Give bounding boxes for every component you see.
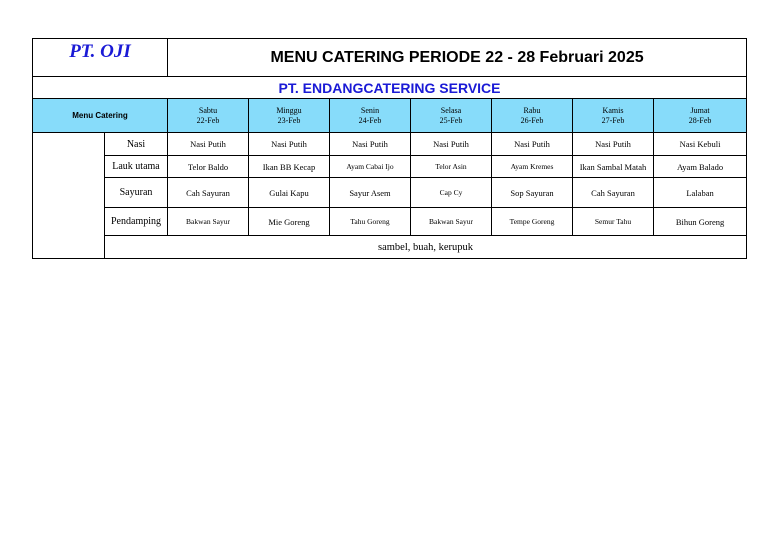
- day-date: 23-Feb: [277, 115, 301, 125]
- header-row: [33, 99, 747, 133]
- corner-label: Menu Catering: [33, 99, 168, 133]
- menu-cell: Tempe Goreng: [492, 208, 573, 236]
- menu-cell: Nasi Kebuli: [654, 133, 747, 156]
- menu-cell: Bakwan Sayur: [411, 208, 492, 236]
- day-name: Senin: [360, 105, 380, 115]
- menu-cell: Nasi Putih: [330, 133, 411, 156]
- menu-table: [32, 38, 747, 259]
- day-date: 24-Feb: [358, 115, 382, 125]
- day-date: 26-Feb: [520, 115, 544, 125]
- table-row: [33, 236, 747, 259]
- category-cell: Pendamping: [105, 208, 168, 236]
- menu-cell: Nasi Putih: [249, 133, 330, 156]
- day-name: Kamis: [602, 105, 624, 115]
- menu-cell: Nasi Putih: [573, 133, 654, 156]
- table-row: [33, 178, 747, 208]
- day-header: [411, 99, 492, 133]
- menu-cell: Cah Sayuran: [573, 178, 654, 208]
- day-date: 25-Feb: [439, 115, 463, 125]
- day-header: [573, 99, 654, 133]
- day-date: 27-Feb: [601, 115, 625, 125]
- menu-cell: Semur Tahu: [573, 208, 654, 236]
- menu-cell: Ikan Sambal Matah: [573, 156, 654, 178]
- blank-cell: [33, 133, 105, 259]
- menu-cell: Tahu Goreng: [330, 208, 411, 236]
- menu-cell: Ayam Kremes: [492, 156, 573, 178]
- menu-cell: Sayur Asem: [330, 178, 411, 208]
- day-header: [330, 99, 411, 133]
- menu-cell: Ikan BB Kecap: [249, 156, 330, 178]
- day-header: [249, 99, 330, 133]
- menu-sheet: [32, 38, 746, 259]
- day-name: Jumat: [690, 105, 710, 115]
- day-name: Rabu: [523, 105, 541, 115]
- menu-cell: Bihun Goreng: [654, 208, 747, 236]
- menu-cell: Mie Goreng: [249, 208, 330, 236]
- vendor-name: PT. ENDANGCATERING SERVICE: [33, 77, 747, 99]
- menu-cell: Cap Cy: [411, 178, 492, 208]
- menu-cell: Ayam Balado: [654, 156, 747, 178]
- category-cell: Nasi: [105, 133, 168, 156]
- day-name: Selasa: [440, 105, 462, 115]
- menu-cell: Nasi Putih: [492, 133, 573, 156]
- menu-cell: Cah Sayuran: [168, 178, 249, 208]
- day-header: [168, 99, 249, 133]
- menu-cell: Ayam Cabai Ijo: [330, 156, 411, 178]
- day-date: 28-Feb: [688, 115, 712, 125]
- menu-cell: Lalaban: [654, 178, 747, 208]
- page-title: MENU CATERING PERIODE 22 - 28 Februari 2025: [168, 39, 747, 77]
- menu-cell: Sop Sayuran: [492, 178, 573, 208]
- day-header: [654, 99, 747, 133]
- table-row: [33, 208, 747, 236]
- menu-cell: Nasi Putih: [411, 133, 492, 156]
- day-header: [492, 99, 573, 133]
- day-date: 22-Feb: [196, 115, 220, 125]
- menu-cell: Gulai Kapu: [249, 178, 330, 208]
- table-row: [33, 133, 747, 156]
- menu-cell: Bakwan Sayur: [168, 208, 249, 236]
- day-name: Sabtu: [198, 105, 218, 115]
- day-name: Minggu: [276, 105, 302, 115]
- menu-cell: Nasi Putih: [168, 133, 249, 156]
- category-cell: Sayuran: [105, 178, 168, 208]
- company-name: PT. OJI: [33, 39, 168, 77]
- menu-cell: Telor Baldo: [168, 156, 249, 178]
- category-cell: Lauk utama: [105, 156, 168, 178]
- table-row: [33, 156, 747, 178]
- menu-cell: Telor Asin: [411, 156, 492, 178]
- extras-note: sambel, buah, kerupuk: [105, 236, 747, 259]
